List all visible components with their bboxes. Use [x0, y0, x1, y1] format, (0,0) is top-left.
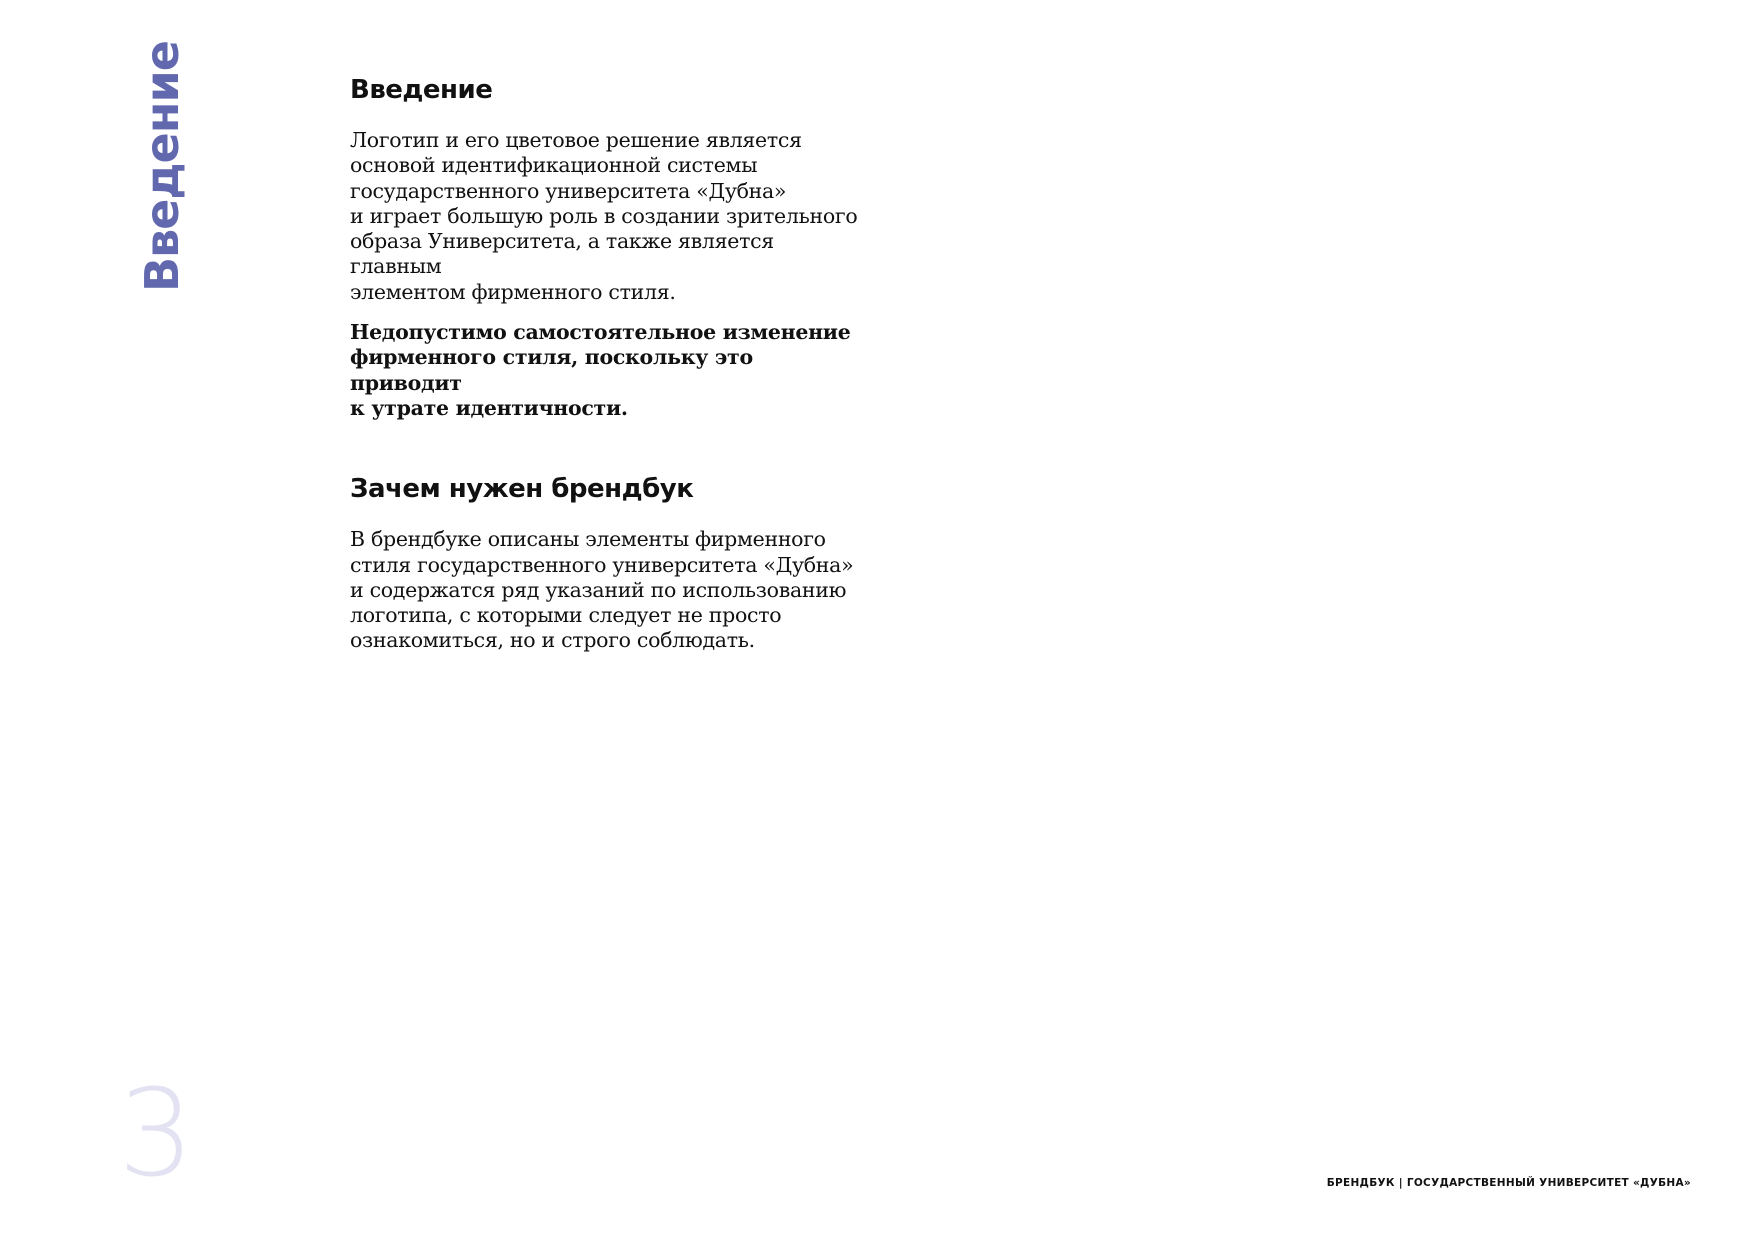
side-title — [135, 41, 189, 292]
page-number: 3 — [118, 1065, 195, 1204]
why-heading: Зачем нужен брендбук — [350, 474, 694, 505]
why-paragraph: В брендбуке описаны элементы фирменного стиля государственного университета «Дубна» и содержатся ряд указаний по использованию логотипа, с которыми следует не просто ознакомиться, но и строго соблюдать. — [350, 527, 854, 653]
side-title-text: Введение — [135, 41, 189, 292]
intro-warning: Недопустимо самостоятельное изменение фирменного стиля, поскольку это приводит к утрате идентичности. — [350, 320, 851, 420]
footer: БРЕНДБУК | ГОСУДАРСТВЕННЫЙ УНИВЕРСИТЕТ «ДУБНА» — [1326, 1177, 1691, 1189]
intro-paragraph: Логотип и его цветовое решение является основой идентификационной системы государственного университета «Дубна» и играет большую роль в создании зрительного образа Университета, а также является главным элементом фирменного стиля. — [350, 128, 858, 304]
intro-heading: Введение — [350, 75, 493, 105]
content — [350, 70, 870, 669]
